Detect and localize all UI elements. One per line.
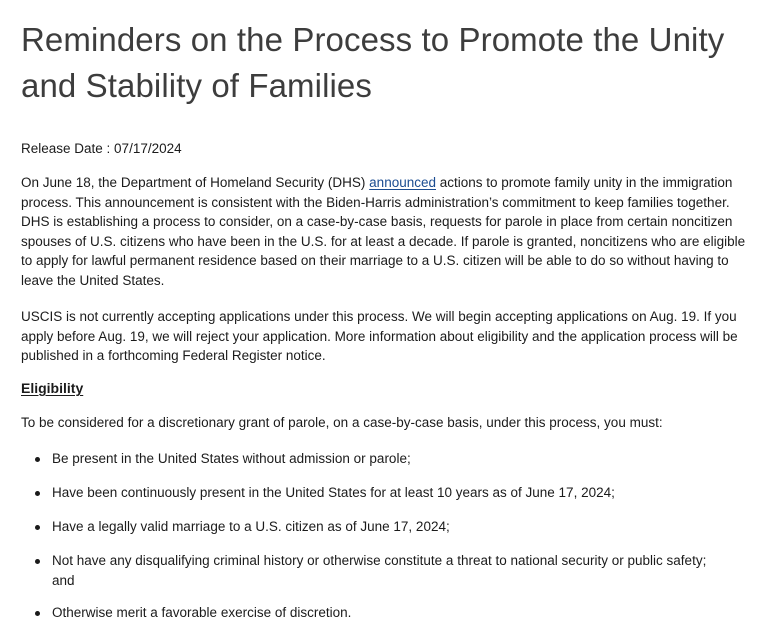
bullet-dot-icon [35, 559, 40, 564]
list-item [21, 483, 756, 503]
release-date: Release Date : 07/17/2024 [21, 141, 182, 156]
page-title: Reminders on the Process to Promote the Unity and Stability of Families [21, 21, 725, 104]
list-item-text: Have a legally valid marriage to a U.S. citizen as of June 17, 2024; [52, 519, 450, 534]
bullet-dot-icon [35, 457, 40, 462]
list-item [21, 449, 756, 469]
list-item-text: Have been continuously present in the United States for at least 10 years as of June 17, 2024; [52, 485, 615, 500]
intro-paragraph-1 [21, 173, 756, 291]
list-item-text: Be present in the United States without admission or parole; [52, 451, 411, 466]
list-item [21, 517, 756, 537]
eligibility-lead: To be considered for a discretionary grant of parole, on a case-by-case basis, under this process, you must: [21, 415, 663, 430]
announced-link[interactable]: announced [369, 175, 436, 190]
eligibility-heading: Eligibility [21, 380, 84, 396]
intro-text-before-link: On June 18, the Department of Homeland Security (DHS) [21, 175, 370, 190]
list-item-text: Otherwise merit a favorable exercise of discretion. [52, 605, 352, 620]
bullet-dot-icon [35, 525, 40, 530]
list-item [21, 551, 756, 590]
intro-paragraph-2: USCIS is not currently accepting applications under this process. We will begin accepting applications on Aug. 19. If you apply before Aug. 19, we will reject your application. More information about eligibility and the application process will be published in a forthcoming Federal Register notice. [21, 309, 738, 364]
intro-text-after-link: actions to promote family unity in the immigration process. This announcement is consistent with the Biden-Harris administration’s commitment to keep families together. DHS is establishing a process to consider, on a case-by-case basis, requests for parole in place from certain noncitizen spouses of U.S. citizens who have been in the U.S. for at least a decade. If parole is granted, noncitizens who are eligible to apply for lawful permanent residence based on their marriage to a U.S. citizen will be able to do so without having to leave the United States. [21, 175, 746, 288]
bullet-dot-icon [35, 491, 40, 496]
bullet-dot-icon [35, 611, 40, 616]
list-item-text: Not have any disqualifying criminal history or otherwise constitute a threat to national security or public safety; and [52, 553, 707, 588]
